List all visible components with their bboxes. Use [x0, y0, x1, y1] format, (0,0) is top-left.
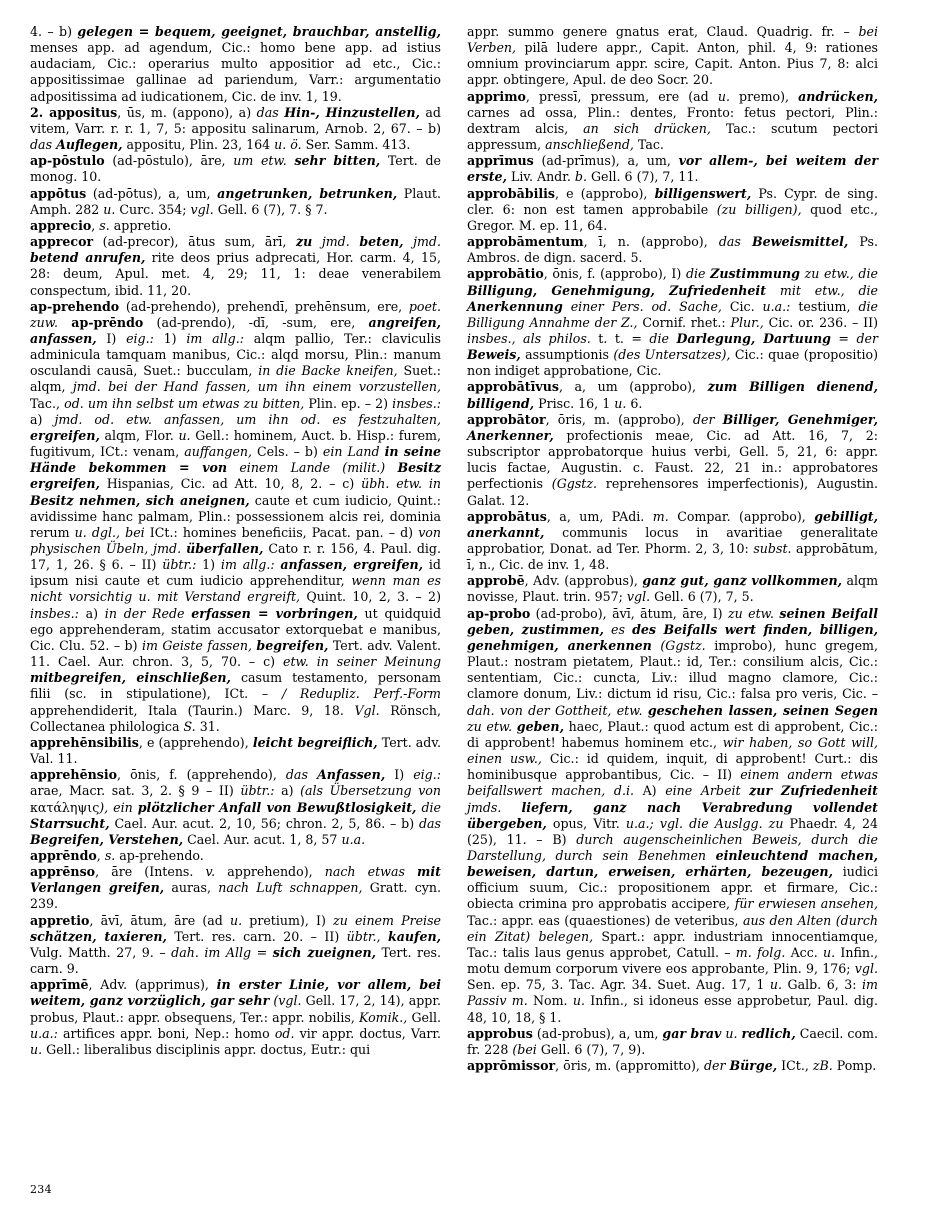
dictionary-entry: appr. summo genere gnatus erat, Claud. Quadrig. fr. – bei Verben, pilā ludere appr., Capit. Anton, phil. 4, 9: rationes omnium provinciarum appr. scire, Capit. Anton. Pius 7, 8: alci appr. obtingere, Apul. de deo Socr. 20.	[467, 24, 878, 88]
dictionary-entry: approbābilis, e (approbo), billigenswert, Ps. Cypr. de sing. cler. 6: non est tamen approbabile (zu billigen), quod etc., Gregor. M. ep. 11, 64.	[467, 185, 878, 233]
dictionary-entry: approbātor, ōris, m. (approbo), der Billiger, Genehmiger, Anerkenner, profectionis meae, Cic. ad Att. 16, 7, 2: subscriptor approbatorque huius verbi, Gell. 5, 21, 6: appr. lucis factae, Augustin. c. Faust. 22, 21 in.: approbatores perfectionis (Ggstz. reprehensores imperfectionis), Augustin. Galat. 12.	[467, 411, 879, 508]
two-column-body	[30, 24, 905, 1144]
dictionary-entry: ap-pōstulo (ad-pōstulo), āre, um etw. sehr bitten, Tert. de monog. 10.	[30, 153, 441, 185]
dictionary-entry: ap-probo (ad-probo), āvī, ātum, āre, I) zu etw. seinen Beifall geben, zustimmen, es des Beifalls wert finden, billigen, genehmigen, anerkennen (Ggstz. improbo), hunc gregem, Plaut.: nostram pietatem, Plaut.: id, Ter.: consilium alcis, Cic.: sententiam, Cic.: cuncta, Liv.: illud magno clamore, Cic.: clamore donum, Liv.: dictum id risu, Cic.: falsa pro veris, Cic. – dah. von der Gottheit, etw. geschehen lassen, seinen Segen zu etw. geben, haec, Plaut.: quod actum est di approbent, Cic.: di approbent! habemus hominem etc., wir haben, so Gott will, einen usw., Cic.: id quidem, inquit, di approbent! Curt.: dis hominibusque approbantibus, Cic. – II) einem andern etwas beifallswert machen, d.i. A) eine Arbeit zur Zufriedenheit jmds. liefern, ganz nach Verabredung vollendet übergeben, opus, Vitr. u.a.; vgl. die Auslgg. zu Phaedr. 4, 24 (25), 11. – B) durch augenscheinlichen Beweis, durch die Darstellung, durch sein Benehmen einleuchtend machen, beweisen, dartun, erweisen, erhärten, bezeugen, iudici officium suum, Cic.: propositionem appr. et firmare, Cic.: obiecta crimina pro approbatis accipere, für erwiesen ansehen, Tac.: appr. eas (quaestiones) de veteribus, aus den Alten (durch ein Zitat) belegen, Spart.: appr. industriam innocentiamque, Tac.: talis laus genus approbet, Catull. – m. folg. Acc. u. Infin., motu demum corporum vivere eos approbante, Plin. 9, 176; vgl. Sen. ep. 75, 3. Tac. Agr. 34. Suet. Aug. 17, 1 u. Galb. 6, 3: im Passiv m. Nom. u. Infin., si idoneus esse approbetur, Paul. dig. 48, 10, 18, § 1.	[467, 605, 879, 1025]
dictionary-entry: ap-prehendo (ad-prehendo), prehendī, prehēnsum, ere, poet. zuw. ap-prēndo (ad-prendo), -dī, -sum, ere, angreifen, anfassen, I) eig.: 1) im allg.: alqm pallio, Ter.: claviculis adminicula tamquam manibus, Cic.: alqd morsu, Plin.: manum osculandi causā, Suet.: bucculam, in die Backe kneifen, Suet.: alqm, jmd. bei der Hand fassen, um ihn einem vorzustellen, Tac., od. um ihn selbst um etwas zu bitten, Plin. ep. – 2) insbes.: a) jmd. od. etw. anfassen, um ihn od. es festzuhalten, ergreifen, alqm, Flor. u. Gell.: hominem, Auct. b. Hisp.: furem, fugitivum, ICt.: venam, auffangen, Cels. – b) ein Land in seine Hände bekommen = von einem Lande (milit.) Besitz ergreifen, Hispanias, Cic. ad Att. 10, 8, 2. – c) übh. etw. in Besitz nehmen, sich aneignen, caute et cum iudicio, Quint.: avidissime hanc palmam, Plin.: possessionem alcis rei, dominia rerum u. dgl., bei ICt.: homines beneficiis, Pacat. pan. – d) von physischen Übeln, jmd. überfallen, Cato r. r. 156, 4. Paul. dig. 17, 1, 26. § 6. – II) übtr.: 1) im allg.: anfassen, ergreifen, id ipsum nisi caute et cum iudicio apprehenditur, wenn man es nicht vorsichtig u. mit Verstand ergreift, Quint. 10, 2, 3. – 2) insbes.: a) in der Rede erfassen = vorbringen, ut quidquid ego apprehenderam, statim accusator extorquebat e manibus, Cic. Clu. 52. – b) im Geiste fassen, begreifen, Tert. adv. Valent. 11. Cael. Aur. chron. 3, 5, 70. – c) etw. in seiner Meinung mitbegreifen, einschließen, casum testamento, personam filii (sc. in stipulatione), ICt. – / Redupliz. Perf.-Form apprehendiderit, Itala (Taurin.) Marc. 9, 18. Vgl. Rönsch, Collectanea philologica S. 31.	[30, 298, 442, 734]
dictionary-entry: apprecor (ad-precor), ātus sum, ārī, zu jmd. beten, jmd. betend anrufen, rite deos prius adprecati, Hor. carm. 4, 15, 28: deum, Apul. met. 4, 29; 11, 1: deae venerabilem conspectum, ibid. 11, 20.	[30, 234, 441, 298]
dictionary-entry: apprecio, s. appretio.	[30, 217, 172, 233]
dictionary-entry: 4. – b) gelegen = bequem, geeignet, brauchbar, anstellig, menses app. ad agendum, Cic.: homo bene app. ad istius audaciam, Cic.: operarius multo appositior ad etc., Cic.: appositissimae gallinae ad pariendum, Varr.: argumentatio adpositissima ad iudicationem, Cic. de inv. 1, 19.	[30, 24, 441, 104]
dictionary-entry: apprīmus (ad-prīmus), a, um, vor allem-, bei weitem der erste, Liv. Andr. b. Gell. 6 (7), 7, 11.	[467, 153, 878, 185]
dictionary-entry: apprehēnsibilis, e (apprehendo), leicht begreiflich, Tert. adv. Val. 11.	[30, 734, 441, 767]
dictionary-entry: approbus (ad-probus), a, um, gar brav u. redlich, Caecil. com. fr. 228 (bei Gell. 6 (7), 7, 9).	[467, 1025, 878, 1057]
dictionary-entry: apprēnso, āre (Intens. v. apprehendo), nach etwas mit Verlangen greifen, auras, nach Luft schnappen, Gratt. cyn. 239.	[30, 864, 441, 912]
page-number: 234	[30, 1183, 52, 1196]
dictionary-entry: apprehēnsio, ōnis, f. (apprehendo), das Anfassen, I) eig.: arae, Macr. sat. 3, 2. § 9 – II) übtr.: a) (als Übersetzung von κατάληψις), ein plötzlicher Anfall von Bewußtlosigkeit, die Starrsucht, Cael. Aur. acut. 2, 10, 56; chron. 2, 5, 86. – b) das Begreifen, Verstehen, Cael. Aur. acut. 1, 8, 57 u.a.	[30, 767, 442, 847]
right-column	[467, 24, 878, 1144]
dictionary-entry: apprōmissor, ōris, m. (appromitto), der Bürge, ICt., zB. Pomp.	[467, 1058, 877, 1073]
dictionary-entry: apprimo, pressī, pressum, ere (ad u. premo), andrücken, carnes ad ossa, Plin.: dentes, Fronto: fetus pectori, Plin.: dextram alcis, an sich drücken, Tac.: scutum pectori appressum, anschließend, Tac.	[467, 88, 878, 153]
left-column	[30, 24, 441, 1144]
dictionary-entry: approbātio, ōnis, f. (approbo), I) die Zustimmung zu etw., die Billigung, Genehmigung, Zufriedenheit mit etw., die Anerkennung einer Pers. od. Sache, Cic. u.a.: testium, die Billigung Annahme der Z., Cornif. rhet.: Plur., Cic. or. 236. – II) insbes., als philos. t. t. = die Darlegung, Dartuung = der Beweis, assumptionis (des Untersatzes), Cic.: quae (propositio) non indiget approbatione, Cic.	[467, 266, 879, 379]
dictionary-entry: apprēndo, s. ap-prehendo.	[30, 847, 204, 863]
dictionary-entry: appōtus (ad-pōtus), a, um, angetrunken, betrunken, Plaut. Amph. 282 u. Curc. 354; vgl. Gell. 6 (7), 7. § 7.	[30, 185, 441, 217]
dictionary-entry: 2. appositus, ūs, m. (appono), a) das Hin-, Hinzustellen, ad vitem, Varr. r. r. 1, 7, 5: appositu salinarum, Arnob. 2, 67. – b) das Auflegen, appositu, Plin. 23, 164 u. ö. Ser. Samm. 413.	[30, 104, 441, 153]
dictionary-entry: approbātīvus, a, um (approbo), zum Billigen dienend, billigend, Prisc. 16, 1 u. 6.	[467, 379, 878, 411]
dictionary-entry: approbē, Adv. (approbus), ganz gut, ganz vollkommen, alqm novisse, Plaut. trin. 957; vgl. Gell. 6 (7), 7, 5.	[467, 573, 879, 605]
dictionary-entry: appretio, āvī, ātum, āre (ad u. pretium), I) zu einem Preise schätzen, taxieren, Tert. res. carn. 20. – II) übtr., kaufen, Vulg. Matth. 27, 9. – dah. im Allg = sich zueignen, Tert. res. carn. 9.	[30, 912, 442, 977]
dictionary-entry: apprīmē, Adv. (apprimus), in erster Linie, vor allem, bei weitem, ganz vorzüglich, gar sehr (vgl. Gell. 17, 2, 14), appr. probus, Plaut.: appr. obsequens, Ter.: appr. nobilis, Komik., Gell. u.a.: artifices appr. boni, Nep.: homo od. vir appr. doctus, Varr. u. Gell.: liberalibus disciplinis appr. doctus, Eutr.: qui	[30, 977, 442, 1057]
dictionary-entry: approbāmentum, ī, n. (approbo), das Beweismittel, Ps. Ambros. de dign. sacerd. 5.	[467, 234, 878, 266]
dictionary-entry: approbātus, a, um, PAdi. m. Compar. (approbo), gebilligt, anerkannt, communis locus in avaritiae generalitate approbatior, Donat. ad Ter. Phorm. 2, 3, 10: subst. approbātum, ī, n., Cic. de inv. 1, 48.	[467, 508, 878, 573]
